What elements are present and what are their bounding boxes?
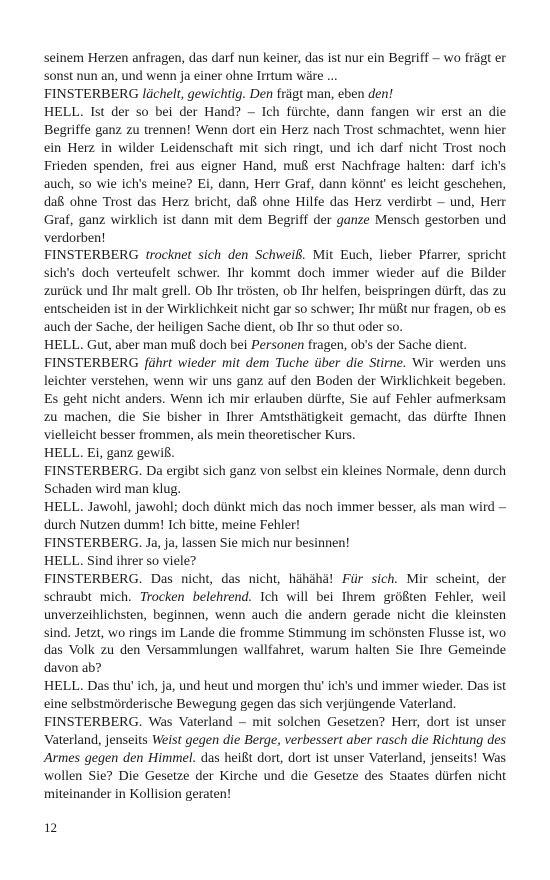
stage-direction: Weist gegen die Berge, verbessert aber rasch die Richtung des Armes gegen den Himmel. xyxy=(44,732,506,767)
stage-direction: trocknet sich den Schweiß. xyxy=(145,247,306,264)
text-run: HELL. Gut, aber man muß doch bei xyxy=(44,337,252,354)
dialogue-paragraph xyxy=(44,499,506,535)
text-run: FINSTERBERG. Ja, ja, lassen Sie mich nur besinnen! xyxy=(44,534,351,551)
dialogue-paragraph xyxy=(44,678,506,714)
text-run: FINSTERBERG. Was Vaterland – mit solchen Gesetzen? Herr, dort ist unser Vaterland, jenseits xyxy=(44,714,506,749)
dialogue-paragraph xyxy=(44,535,506,553)
stage-direction: Für sich. xyxy=(342,570,398,587)
dialogue-paragraph xyxy=(44,50,506,86)
dialogue-paragraph xyxy=(44,571,506,679)
text-run: Mensch gestorben und verdorben! xyxy=(44,211,507,246)
stage-direction: Trocken belehrend. xyxy=(139,588,253,605)
text-run: Wir werden uns leichter verstehen, wenn wir uns ganz auf den Boden der Wirklichkeit begeben. Es geht nicht anders. Wenn ich mir erlauben dürfte, Sie auf Fehler aufmerksam zu machen, die Sie bisher in Ihrer Amtsthätigkeit gemacht, das dürfte Ihnen vielleicht besser frommen, als mein theoretischer Kurs. xyxy=(44,355,506,444)
text-run: FINSTERBERG xyxy=(44,247,146,264)
dialogue-paragraph xyxy=(44,247,506,337)
stage-direction: den! xyxy=(368,85,394,102)
dialogue-paragraph xyxy=(44,355,506,445)
stage-direction: ganze xyxy=(336,211,370,228)
text-run: FINSTERBERG. Da ergibt sich ganz von selbst ein kleines Normale, denn durch Schaden wird man klug. xyxy=(44,462,506,497)
text-run: Mir scheint, der schraubt mich. xyxy=(44,570,507,605)
text-run: HELL. Ist der so bei der Hand? – Ich fürchte, dann fangen wir erst an die Begriffe ganz zu trennen! Wenn dort ein Herz nach Trost schmachtet, wenn hier ein Herz in wilder Leidenschaft mit sich ringt, und ich darf nicht Trost noch Frieden spenden, frei aus eigner Hand, muß erst Nachfrage halten: darf ich's auch, so wie ich's meine? Ei, dann, Herr Graf, dann könnt' es leicht geschehen, daß ohne Trost das Herz bricht, daß ohne Hilfe das Herz verdirbt – und, Herr Graf, ganz wirklich ist dann mit dem Begriff der xyxy=(44,103,506,228)
dialogue-paragraph xyxy=(44,445,506,463)
dialogue-paragraph xyxy=(44,86,506,104)
text-run: fragen, ob's der Sache dient. xyxy=(304,337,467,354)
text-run: Ich will bei Ihrem größten Fehler, weil unverzeihlichsten, beginnen, wenn auch die andern gerade nicht die kleinsten sind. Jetzt, wo rings im Lande die fromme Stimmung im schönsten Flusse ist, wo das Volk zu den Versammlungen wallfahret, warum halten Sie Ihre Gemeinde davon ab? xyxy=(44,588,506,677)
page-number: 12 xyxy=(44,820,57,835)
text-run: seinem Herzen anfragen, das darf nun keiner, das ist nur ein Begriff – wo frägt er sonst nun an, und wenn ja einer ohne Irrtum wäre ... xyxy=(44,50,506,84)
stage-direction: fährt wieder mit dem Tuche über die Stirne. xyxy=(144,355,407,372)
text-run: Mit Euch, lieber Pfarrer, spricht sich's doch verteufelt schwer. Ihr kommt doch immer wieder auf die Bilder zurück und Ihr malt grell. Ob Ihr trösten, ob Ihr helfen, beispringen dürft, das zu entscheiden ist in der Wirklichkeit nicht gar so schwer; Ihr müßt nur fragen, ob es auch der Sache, der heiligen Sache dient, ob Ihr so thut oder so. xyxy=(44,247,506,336)
dialogue-paragraph xyxy=(44,337,506,355)
text-run: HELL. Sind ihrer so viele? xyxy=(44,552,197,569)
text-run: HELL. Jawohl, jawohl; doch dünkt mich das noch immer besser, als man wird – durch Nutzen dumm! Ich bitte, meine Fehler! xyxy=(44,498,506,533)
page-body xyxy=(44,50,506,804)
text-run: HELL. Das thu' ich, ja, und heut und morgen thu' ich's und immer wieder. Das ist eine selbstmörderische Bewegung gegen das sich verjüngende Vaterland. xyxy=(44,678,506,713)
dialogue-paragraph xyxy=(44,714,506,804)
text-run: FINSTERBERG xyxy=(44,85,143,102)
text-run: das heißt dort, dort ist unser Vaterland, jenseits! Was wollen Sie? Die Gesetze der Kirche und die Gesetze des Staates dürfen nicht miteinander in Kollision geraten! xyxy=(44,750,506,803)
dialogue-paragraph xyxy=(44,553,506,571)
stage-direction: Personen xyxy=(251,337,305,354)
text-run: frägt man, eben xyxy=(273,85,369,102)
text-run: FINSTERBERG xyxy=(44,355,145,372)
stage-direction: lächelt, gewichtig. Den xyxy=(142,85,274,102)
text-run: FINSTERBERG. Das nicht, das nicht, hähähä! xyxy=(44,570,343,587)
dialogue-paragraph xyxy=(44,104,506,248)
text-run: HELL. Ei, ganz gewiß. xyxy=(44,444,175,461)
dialogue-paragraph xyxy=(44,463,506,499)
